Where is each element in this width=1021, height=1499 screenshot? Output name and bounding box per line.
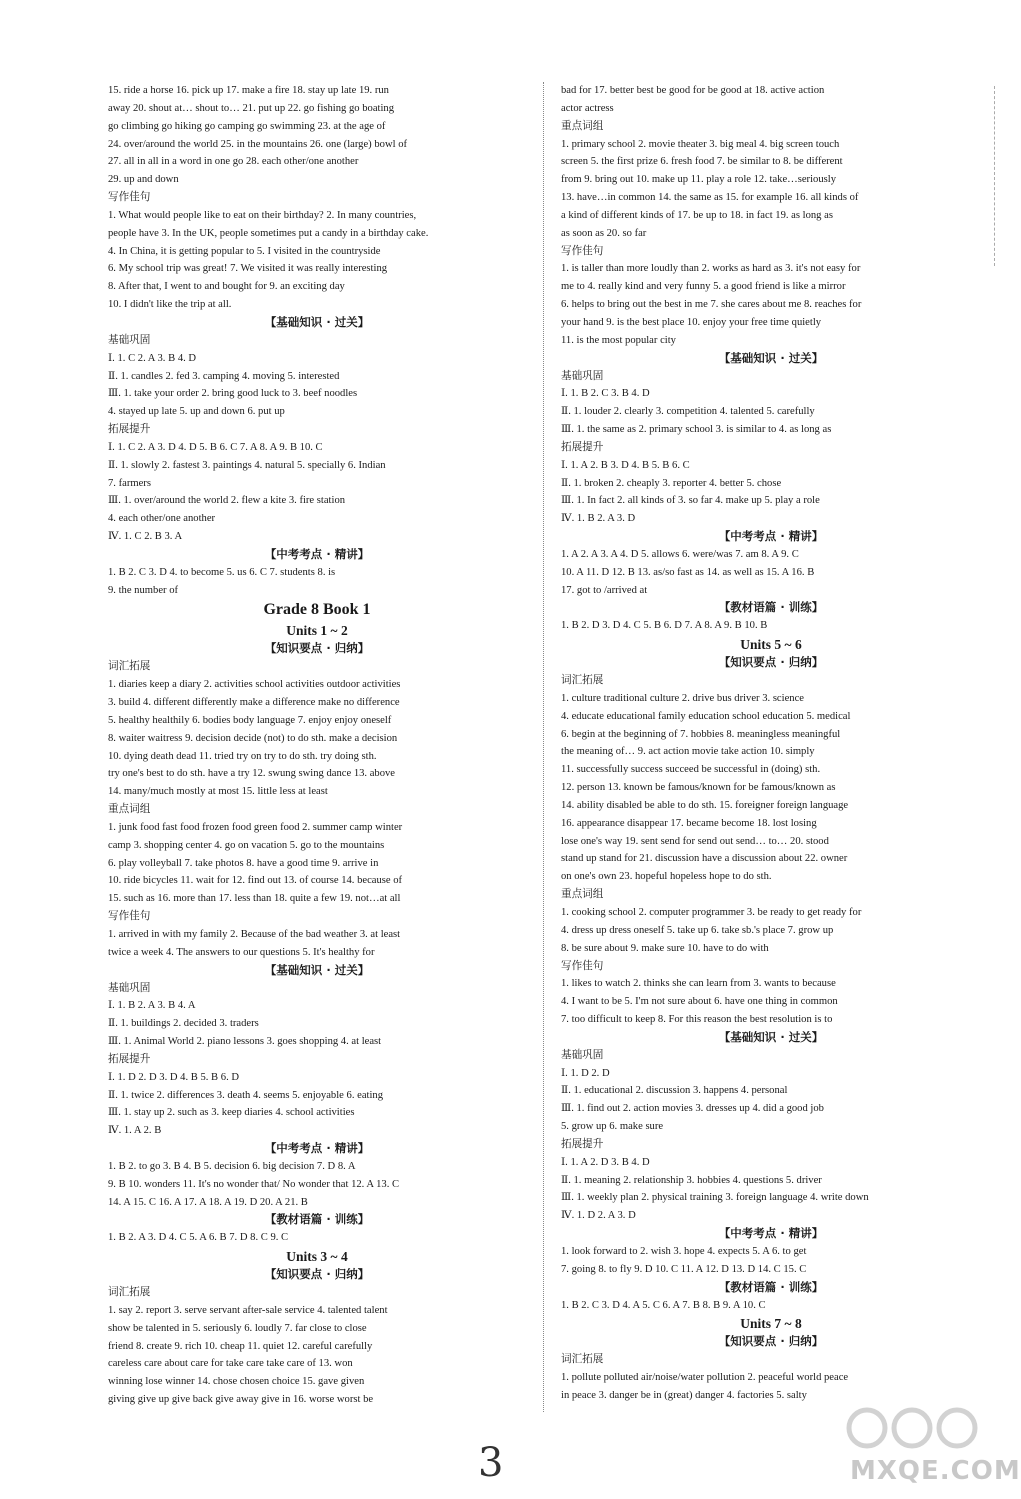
section-label: 词汇拓展: [108, 660, 151, 673]
answer-line: 1. primary school 2. movie theater 3. big meal 4. big screen touch: [561, 138, 840, 150]
answer-line: 7. going 8. to fly 9. D 10. C 11. A 12. D 13. D 14. C 15. C: [561, 1263, 807, 1275]
answer-line: 7. farmers: [108, 477, 151, 489]
answer-line: 11. is the most popular city: [561, 334, 676, 346]
answer-line: 14. many/much mostly at most 15. little less at least: [108, 786, 328, 798]
answer-line: Ⅳ. 1. B 2. A 3. D: [561, 513, 636, 525]
section-label: 拓展提升: [561, 1137, 604, 1150]
section-label: 写作佳句: [561, 959, 604, 972]
answer-line: Ⅱ. 1. educational 2. discussion 3. happens 4. personal: [561, 1085, 788, 1097]
section-header: 【基础知识 · 过关】: [718, 1029, 824, 1044]
answer-line: lose one's way 19. sent send for send out send… to… 20. stood: [561, 835, 829, 847]
section-label: 写作佳句: [561, 244, 604, 257]
answer-line: 4. I want to be 5. I'm not sure about 6. have one thing in common: [561, 996, 838, 1008]
answer-line: 13. have…in common 14. the same as 15. for example 16. all kinds of: [561, 192, 859, 204]
answer-line: Ⅱ. 1. slowly 2. fastest 3. paintings 4. natural 5. specially 6. Indian: [108, 459, 386, 471]
section-header: 【中考考点 · 精讲】: [718, 529, 824, 544]
answer-line: Ⅲ. 1. In fact 2. all kinds of 3. so far 4. make up 5. play a role: [561, 495, 820, 507]
answer-line: 8. After that, I went to and bought for 9. an exciting day: [108, 281, 345, 293]
answer-line: Ⅱ. 1. meaning 2. relationship 3. hobbies 4. questions 5. driver: [561, 1174, 822, 1186]
section-label: 词汇拓展: [561, 674, 604, 686]
answer-line: 15. such as 16. more than 17. less than 18. quite a few 19. not…at all: [108, 893, 401, 905]
answer-line: your hand 9. is the best place 10. enjoy your free time quietly: [561, 316, 822, 328]
answer-line: camp 3. shopping center 4. go on vacation 5. go to the mountains: [108, 839, 385, 851]
answer-line: Ⅰ. 1. C 2. A 3. B 4. D: [108, 352, 197, 364]
answer-line: 7. too difficult to keep 8. For this reason the best resolution is to: [561, 1014, 833, 1026]
section-header: 【教材语篇 · 训练】: [718, 600, 824, 615]
answer-line: stand up stand for 21. discussion have a discussion about 22. owner: [561, 853, 848, 865]
answer-line: Ⅲ. 1. over/around the world 2. flew a kite 3. fire station: [108, 495, 346, 507]
answer-line: go climbing go hiking go camping go swimming 23. at the age of: [108, 120, 386, 132]
answer-line: me to 4. really kind and very funny 5. a good friend is like a mirror: [561, 281, 846, 293]
answer-line: Ⅲ. 1. stay up 2. such as 3. keep diaries 4. school activities: [108, 1107, 355, 1119]
answer-line: 1. look forward to 2. wish 3. hope 4. expects 5. A 6. to get: [561, 1246, 807, 1257]
section-header: 【教材语篇 · 训练】: [718, 1279, 824, 1294]
section-label: 重点词组: [561, 888, 604, 901]
answer-line: screen 5. the first prize 6. fresh food 7. be similar to 8. be different: [561, 156, 843, 168]
answer-line: giving give up give back give away give in 16. worse worst be: [108, 1394, 374, 1406]
answer-line: Ⅱ. 1. louder 2. clearly 3. competition 4. talented 5. carefully: [561, 406, 815, 418]
section-label: 基础巩固: [561, 369, 604, 382]
section-label: 拓展提升: [108, 423, 151, 436]
answer-line: 29. up and down: [108, 174, 179, 186]
answer-line: Ⅲ. 1. find out 2. action movies 3. dresses up 4. did a good job: [561, 1103, 824, 1115]
answer-line: Ⅰ. 1. D 2. D: [561, 1067, 610, 1079]
answer-line: 1. culture traditional culture 2. drive bus driver 3. science: [561, 692, 804, 704]
watermark-text: MXQE.COM: [850, 1456, 1021, 1486]
grade-heading: Grade 8 Book 1: [263, 601, 371, 619]
answer-line: show be talented in 5. seriously 6. loudly 7. far close to close: [108, 1322, 367, 1334]
answer-line: 4. dress up dress oneself 5. take up 6. take sb.'s place 7. grow up: [561, 924, 834, 936]
answer-line: from 9. bring out 10. make up 11. play a role 12. take…seriously: [561, 174, 836, 186]
left-column: [108, 82, 526, 1409]
answer-line: 1. pollute polluted air/noise/water pollution 2. peaceful world peace: [561, 1372, 849, 1384]
answer-line: 4. each other/one another: [108, 513, 216, 525]
answer-line: 1. A 2. A 3. A 4. D 5. allows 6. were/was 7. am 8. A 9. C: [561, 548, 799, 560]
section-header: 【知识要点 · 归纳】: [264, 1267, 370, 1282]
section-label: 基础巩固: [108, 333, 151, 346]
answer-line: 10. dying death dead 11. tried try on try to do sth. try doing sth.: [108, 750, 377, 762]
section-label: 词汇拓展: [108, 1286, 151, 1298]
answer-line: 6. helps to bring out the best in me 7. she cares about me 8. reaches for: [561, 299, 862, 311]
answer-line: 1. B 2. A 3. D 4. C 5. A 6. B 7. D 8. C 9. C: [108, 1232, 289, 1244]
answer-line: 1. arrived in with my family 2. Because of the bad weather 3. at least: [108, 928, 401, 940]
section-label: 重点词组: [561, 119, 604, 132]
section-header: 【中考考点 · 精讲】: [264, 1141, 370, 1156]
answer-line: 1. What would people like to eat on their birthday? 2. In many countries,: [108, 209, 417, 221]
answer-line: Ⅲ. 1. weekly plan 2. physical training 3. foreign language 4. write down: [561, 1192, 869, 1204]
answer-line: Ⅳ. 1. C 2. B 3. A: [108, 531, 183, 543]
answer-line: 6. My school trip was great! 7. We visited it was really interesting: [108, 263, 388, 275]
answer-line: Ⅰ. 1. B 2. A 3. B 4. A: [108, 1000, 196, 1012]
section-label: 写作佳句: [108, 191, 151, 204]
answer-line: 1. is taller than more loudly than 2. works as hard as 3. it's not easy for: [561, 263, 861, 275]
answer-line: 4. educate educational family education school education 5. medical: [561, 710, 851, 722]
column-divider: [543, 82, 544, 1412]
answer-line: Ⅱ. 1. broken 2. cheaply 3. reporter 4. better 5. chose: [561, 477, 782, 489]
answer-line: Ⅰ. 1. A 2. D 3. B 4. D: [561, 1156, 650, 1168]
answer-line: 1. B 2. C 3. D 4. A 5. C 6. A 7. B 8. B 9. A 10. C: [561, 1299, 766, 1311]
answer-line: 10. ride bicycles 11. wait for 12. find out 13. of course 14. because of: [108, 875, 403, 887]
answer-line: 10. A 11. D 12. B 13. as/so fast as 14. as well as 15. A 16. B: [561, 566, 815, 578]
answer-line: Ⅱ. 1. buildings 2. decided 3. traders: [108, 1018, 259, 1030]
answer-line: Ⅲ. 1. take your order 2. bring good luck to 3. beef noodles: [108, 388, 358, 400]
section-header: 【知识要点 · 归纳】: [718, 1334, 824, 1349]
answer-line: 14. ability disabled be able to do sth. 15. foreigner foreign language: [561, 799, 849, 811]
answer-line: Ⅲ. 1. Animal World 2. piano lessons 3. goes shopping 4. at least: [108, 1036, 382, 1048]
answer-line: 1. likes to watch 2. thinks she can learn from 3. wants to because: [561, 978, 836, 990]
answer-line: 17. got to /arrived at: [561, 584, 648, 596]
section-header: 【基础知识 · 过关】: [264, 314, 370, 329]
answer-line: in peace 3. danger be in (great) danger 4. factories 5. salty: [561, 1389, 807, 1401]
answer-line: on one's own 23. hopeful hopeless hope to do sth.: [561, 871, 772, 883]
answer-line: 1. say 2. report 3. serve servant after-sale service 4. talented talent: [108, 1304, 388, 1316]
answer-line: 5. healthy healthily 6. bodies body language 7. enjoy enjoy oneself: [108, 714, 392, 726]
answer-line: 10. I didn't like the trip at all.: [108, 299, 232, 311]
section-header: 【中考考点 · 精讲】: [264, 546, 370, 561]
answer-line: 1. B 2. to go 3. B 4. B 5. decision 6. big decision 7. D 8. A: [108, 1160, 356, 1172]
section-header: 【知识要点 · 归纳】: [718, 655, 824, 670]
answer-line: bad for 17. better best be good for be good at 18. active action: [561, 85, 825, 96]
answer-line: 8. be sure about 9. make sure 10. have to do with: [561, 942, 769, 954]
units-heading: Units 3 ~ 4: [286, 1249, 348, 1265]
section-header: 【知识要点 · 归纳】: [264, 641, 370, 656]
answer-line: Ⅱ. 1. twice 2. differences 3. death 4. seems 5. enjoyable 6. eating: [108, 1089, 383, 1101]
answer-line: 6. play volleyball 7. take photos 8. have a good time 9. arrive in: [108, 857, 379, 869]
section-label: 写作佳句: [108, 910, 151, 923]
answer-line: a kind of different kinds of 17. be up to 18. in fact 19. as long as: [561, 209, 833, 221]
section-header: 【基础知识 · 过关】: [264, 962, 370, 977]
answer-line: 4. stayed up late 5. up and down 6. put up: [108, 406, 285, 418]
answer-line: 9. B 10. wonders 11. It's no wonder that/ No wonder that 12. A 13. C: [108, 1178, 400, 1190]
answer-line: 6. begin at the beginning of 7. hobbies 8. meaningless meaningful: [561, 728, 841, 740]
answer-line: 27. all in all in a word in one go 28. each other/one another: [108, 156, 359, 168]
units-heading: Units 1 ~ 2: [286, 623, 348, 639]
section-header: 【基础知识 · 过关】: [718, 350, 824, 365]
answer-line: Ⅰ. 1. D 2. D 3. D 4. B 5. B 6. D: [108, 1071, 240, 1083]
section-label: 词汇拓展: [561, 1353, 604, 1366]
answer-line: Ⅱ. 1. candles 2. fed 3. camping 4. moving 5. interested: [108, 370, 340, 382]
answer-line: Ⅰ. 1. C 2. A 3. D 4. D 5. B 6. C 7. A 8. A 9. B 10. C: [108, 441, 323, 453]
section-label: 重点词组: [108, 803, 151, 816]
answer-line: Ⅰ. 1. B 2. C 3. B 4. D: [561, 388, 650, 400]
answer-line: 9. the number of: [108, 584, 179, 596]
answer-line: 1. B 2. D 3. D 4. C 5. B 6. D 7. A 8. A 9. B 10. B: [561, 620, 768, 632]
answer-line: 3. build 4. different differently make a difference make no difference: [108, 697, 400, 708]
answer-line: twice a week 4. The answers to our questions 5. It's healthy for: [108, 946, 375, 958]
answer-line: as soon as 20. so far: [561, 227, 647, 239]
answer-line: Ⅳ. 1. D 2. A 3. D: [561, 1210, 636, 1222]
answer-line: 24. over/around the world 25. in the mountains 26. one (large) bowl of: [108, 138, 408, 150]
answer-line: 5. grow up 6. make sure: [561, 1121, 664, 1133]
answer-line: 1. junk food fast food frozen food green food 2. summer camp winter: [108, 821, 403, 833]
answer-line: 15. ride a horse 16. pick up 17. make a fire 18. stay up late 19. run: [108, 85, 389, 96]
answer-line: 4. In China, it is getting popular to 5. I visited in the countryside: [108, 245, 381, 257]
section-label: 基础巩固: [108, 981, 151, 994]
answer-line: 12. person 13. known be famous/known for be famous/known as: [561, 782, 836, 794]
answer-line: 11. successfully success succeed be successful in (doing) sth.: [561, 764, 821, 776]
units-heading: Units 7 ~ 8: [740, 1316, 802, 1332]
answer-line: 16. appearance disappear 17. became become 18. lost losing: [561, 817, 817, 829]
answer-line: friend 8. create 9. rich 10. cheap 11. quiet 12. careful carefully: [108, 1340, 373, 1352]
answer-line: 1. diaries keep a diary 2. activities school activities outdoor activities: [108, 679, 401, 691]
answer-line: winning lose winner 14. chose chosen choice 15. gave given: [108, 1376, 365, 1388]
section-header: 【中考考点 · 精讲】: [718, 1226, 824, 1241]
answer-line: 1. cooking school 2. computer programmer 3. be ready to get ready for: [561, 906, 862, 918]
answer-line: the meaning of… 9. act action movie take action 10. simply: [561, 746, 815, 758]
section-label: 基础巩固: [561, 1048, 604, 1061]
units-heading: Units 5 ~ 6: [740, 637, 802, 653]
answer-line: Ⅳ. 1. A 2. B: [108, 1125, 162, 1137]
answer-line: try one's best to do sth. have a try 12. swung swing dance 13. above: [108, 768, 396, 780]
answer-line: Ⅲ. 1. the same as 2. primary school 3. is similar to 4. as long as: [561, 424, 832, 436]
answer-line: away 20. shout at… shout to… 21. put up 22. go fishing go boating: [108, 102, 395, 114]
answer-line: actor actress: [561, 102, 614, 114]
section-header: 【教材语篇 · 训练】: [264, 1212, 370, 1227]
section-label: 拓展提升: [108, 1052, 151, 1065]
page-number: 3: [478, 1440, 504, 1486]
binding-edge-mark: [994, 86, 995, 266]
answer-line: 8. waiter waitress 9. decision decide (not) to do sth. make a decision: [108, 732, 398, 744]
answer-line: careless care about care for take care take care of 13. won: [108, 1358, 353, 1370]
right-column: [561, 82, 981, 1405]
answer-line: 14. A 15. C 16. A 17. A 18. A 19. D 20. A 21. B: [108, 1196, 308, 1208]
answer-line: people have 3. In the UK, people sometimes put a candy in a birthday cake.: [108, 227, 429, 239]
answer-line: 1. B 2. C 3. D 4. to become 5. us 6. C 7. students 8. is: [108, 566, 336, 578]
section-label: 拓展提升: [561, 440, 604, 453]
answer-line: Ⅰ. 1. A 2. B 3. D 4. B 5. B 6. C: [561, 459, 690, 471]
